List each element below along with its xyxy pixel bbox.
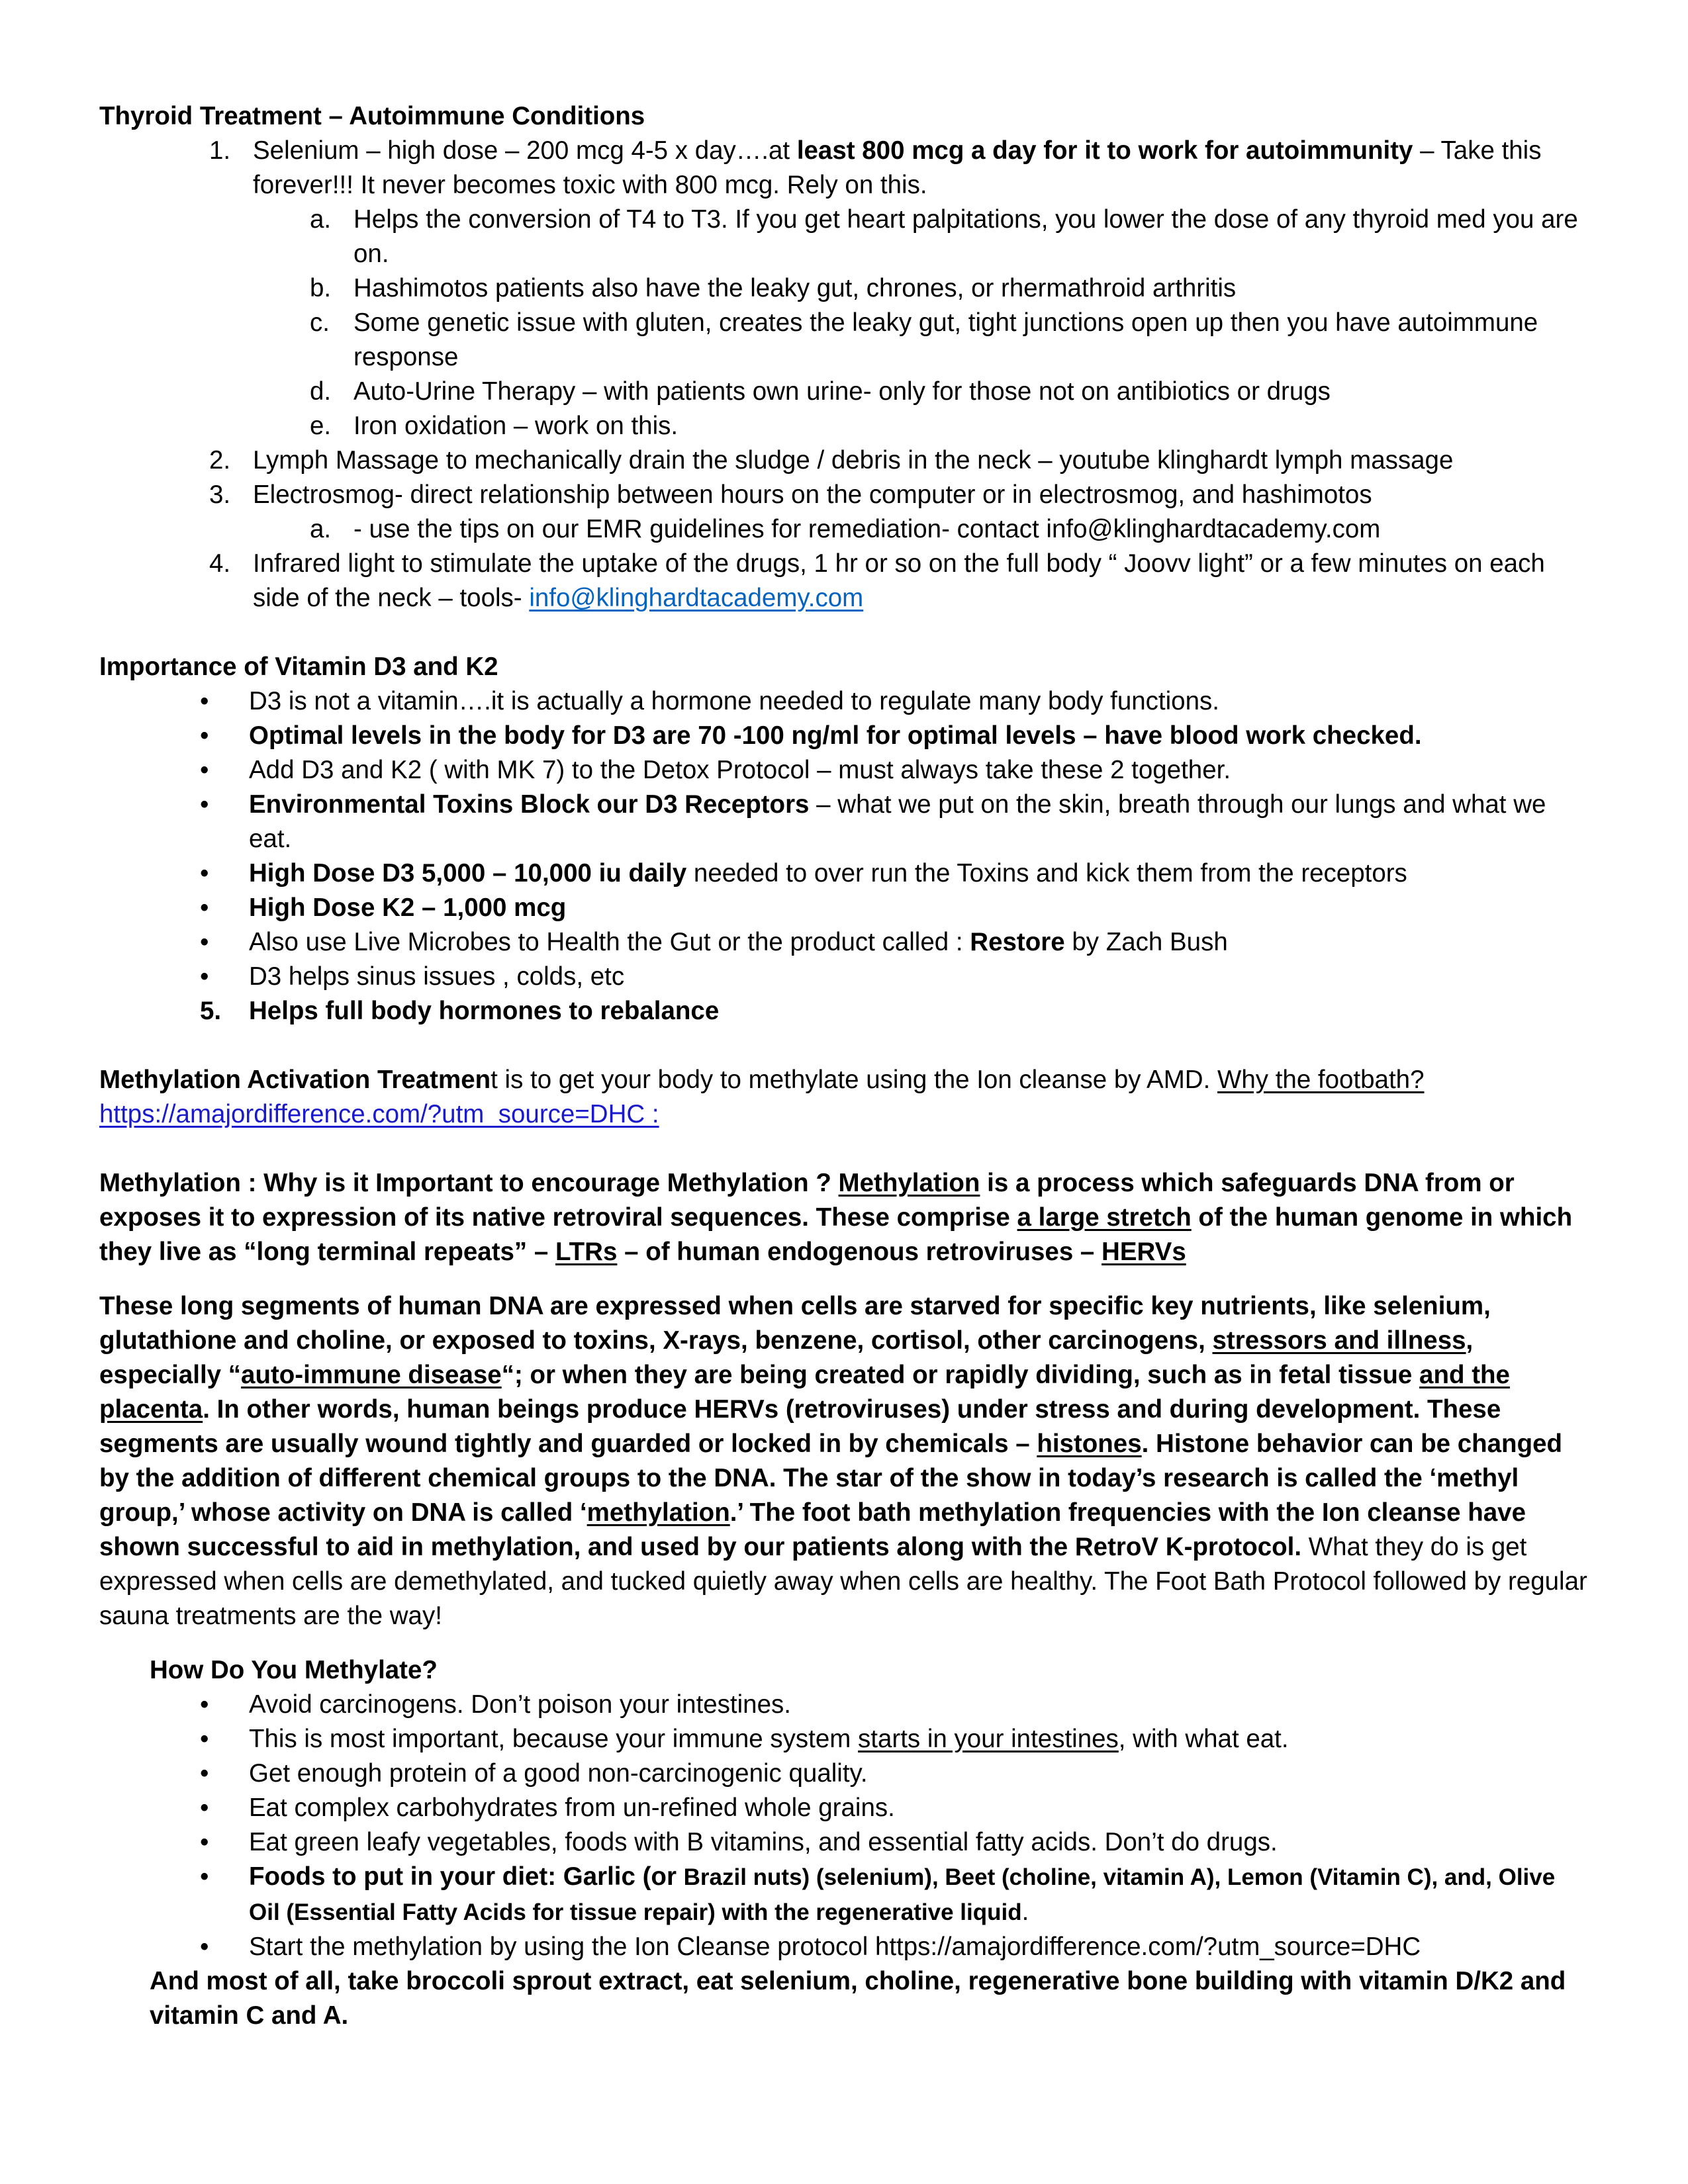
list-item: 4. Infrared light to stimulate the uptake of the drugs, 1 hr or so on the full body “ Joovv light” or a few minutes on each side of the neck – tools- info@klinghardtacademy.com — [209, 549, 1545, 612]
bullet-item: • High Dose D3 5,000 – 10,000 iu daily needed to over run the Toxins and kick them from the receptors — [200, 859, 1407, 887]
vitamin-heading: Importance of Vitamin D3 and K2 — [99, 653, 498, 681]
bullet-item: • Also use Live Microbes to Health the Gut or the product called : Restore by Zach Bush — [200, 928, 1228, 956]
bullet-item: • Optimal levels in the body for D3 are 70 -100 ng/ml for optimal levels – have blood work checked. — [200, 721, 1422, 750]
footbath-link[interactable]: Why the footbath? — [1217, 1066, 1425, 1094]
list-item — [99, 134, 1589, 203]
sub-item: e. Iron oxidation – work on this. — [310, 412, 679, 440]
email-link[interactable]: info@klinghardtacademy.com — [529, 584, 864, 612]
list-item: 3. Electrosmog- direct relationship between hours on the computer or in electrosmog, and hashimotos — [209, 480, 1372, 509]
sub-item: b. Hashimotos patients also have the leaky gut, chrones, or rhermathroid arthritis — [310, 274, 1237, 302]
sub-item: a. - use the tips on our EMR guidelines for remediation- contact info@klinghardtacademy.com — [310, 515, 1381, 543]
bullet-item: • Eat green leafy vegetables, foods with B vitamins, and essential fatty acids. Don’t do drugs. — [200, 1828, 1278, 1856]
sub-item: c. Some genetic issue with gluten, creates the leaky gut, tight junctions open up then you have autoimmune response — [310, 308, 1538, 371]
item-number: 1. — [209, 136, 231, 165]
bullet-item: • Add D3 and K2 ( with MK 7) to the Detox Protocol – must always take these 2 together. — [200, 756, 1231, 784]
bullet-item: • Foods to put in your diet: Garlic (or Brazil nuts) (selenium), Beet (choline, vitamin A), Lemon (Vitamin C), and, Olive Oil (Essential Fatty Acids for tissue repair) with the regenerative liquid. — [200, 1862, 1556, 1926]
sub-item: a. Helps the conversion of T4 to T3. If you get heart palpitations, you lower the dose of any thyroid med you are on. — [310, 205, 1578, 268]
item-text: Selenium – high dose – 200 mcg 4-5 x day….at least 800 mcg a day for it to work for autoimmunity – Take this forever!!! It never becomes toxic with 800 mcg. Rely on this. — [253, 136, 1542, 199]
how-heading: How Do You Methylate? — [150, 1656, 438, 1684]
bullet-item: • Get enough protein of a good non-carcinogenic quality. — [200, 1759, 868, 1788]
list-item: 2. Lymph Massage to mechanically drain the sludge / debris in the neck – youtube klinghardt lymph massage — [209, 446, 1454, 475]
bullet-item: • Eat complex carbohydrates from un-refined whole grains. — [200, 1794, 895, 1822]
bullet-item: • D3 is not a vitamin….it is actually a hormone needed to regulate many body functions. — [200, 687, 1219, 715]
bullet-item: • Environmental Toxins Block our D3 Receptors – what we put on the skin, breath through our lungs and what we eat. — [200, 790, 1546, 853]
bullet-item: • Start the methylation by using the Ion Cleanse protocol https://amajordifference.com/?utm_source=DHC — [200, 1933, 1421, 1961]
document-page — [99, 99, 1589, 2033]
numbered-item: 5. Helps full body hormones to rebalance — [200, 997, 720, 1025]
bullet-item: • Avoid carcinogens. Don’t poison your intestines. — [200, 1690, 791, 1719]
bullet-item: • High Dose K2 – 1,000 mcg — [200, 893, 567, 922]
methylation-paragraph-2: These long segments of human DNA are expressed when cells are starved for specific key nutrients, like selenium, glutathione and choline, or exposed to toxins, X-rays, benzene, cortisol, other carcinogens, stressors and illness, especially “auto-immune disease“; or when they are being created or rapidly dividing, such as in fetal tissue and the placenta. In other words, human beings produce HERVs (retroviruses) under stress and during development. These segments are usually wound tightly and guarded or locked in by chemicals – histones. Histone behavior can be changed by the addition of different chemical groups to the DNA. The star of the show in today’s research is called the ‘methyl group,’ whose activity on DNA is called ‘methylation.’ The foot bath methylation frequencies with the Ion cleanse have shown successful to aid in methylation, and used by our patients along with the RetroV K-protocol. What they do is get expressed when cells are demethylated, and tucked quietly away when cells are healthy. The Foot Bath Protocol followed by regular sauna treatments are the way! — [99, 1292, 1587, 1630]
methylation-paragraph-1: Methylation : Why is it Important to encourage Methylation ? Methylation is a process which safeguards DNA from or exposes it to expression of its native retroviral sequences. These comprise a large stretch of the human genome in which they live as “long terminal repeats” – LTRs – of human endogenous retroviruses – HERVs — [99, 1169, 1573, 1266]
amd-link[interactable]: https://amajordifference.com/?utm_source=DHC : — [99, 1100, 659, 1128]
closing-statement: And most of all, take broccoli sprout extract, eat selenium, choline, regenerative bone building with vitamin D/K2 and vitamin C and A. — [150, 1967, 1566, 2030]
sub-item: d. Auto-Urine Therapy – with patients own urine- only for those not on antibiotics or drugs — [310, 377, 1331, 406]
methylation-intro: Methylation Activation Treatment is to get your body to methylate using the Ion cleanse by AMD. Why the footbath? https://amajordifference.com/?utm_source=DHC : — [99, 1066, 1425, 1128]
bullet-item: • This is most important, because your immune system starts in your intestines, with what eat. — [200, 1725, 1289, 1753]
bullet-item: • D3 helps sinus issues , colds, etc — [200, 962, 625, 991]
thyroid-heading: Thyroid Treatment – Autoimmune Conditions — [99, 102, 645, 130]
